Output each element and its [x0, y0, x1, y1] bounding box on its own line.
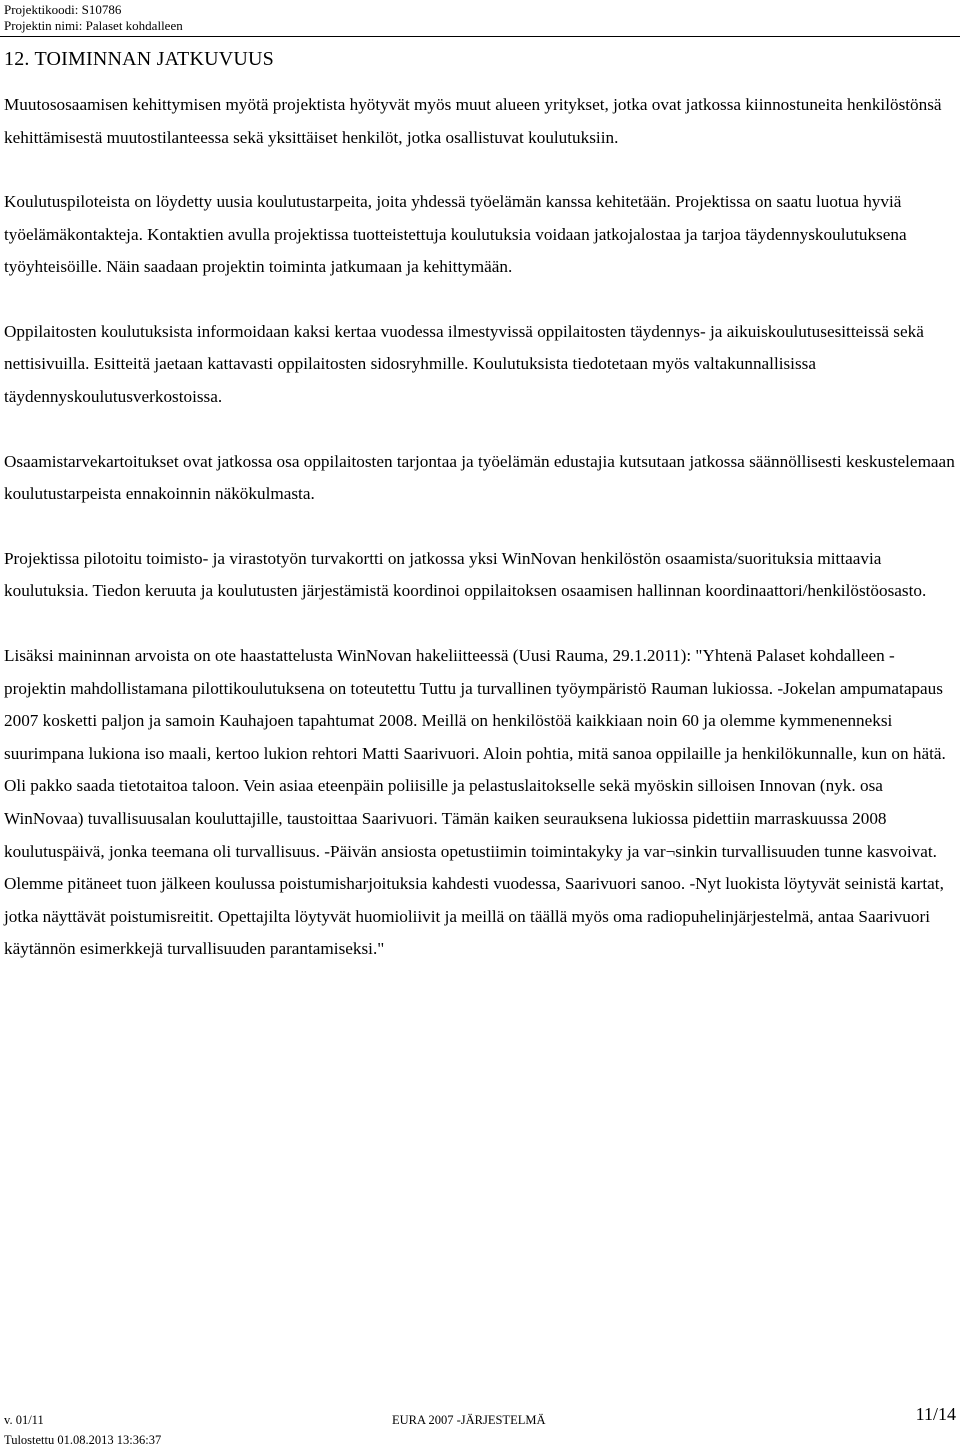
document-body: [4, 89, 956, 998]
paragraph-interview: Lisäksi maininnan arvoista on ote haastattelusta WinNovan hakeliitteessä (Uusi Rauma, 29.1.2011): "Yhtenä Palaset kohdalleen -projektin mahdollistamana pilottikoulutuksena on toteutettu Tuttu ja turvallinen työympäristö Rauman lukiossa. -Jokelan ampumatapaus 2007 kosketti paljon ja samoin Kauhajoen tapahtumat 2008. Meillä on henkilöstöä kaikkiaan noin 60 ja olemme kymmenenneksi suurimpana lukiona iso maali, kertoo lukion rehtori Matti Saarivuori. Aloin pohtia, mitä sanoa oppilaille ja henkilökunnalle, kun on hätä. Oli pakko saada tietotaitoa taloon. Vein asiaa eteenpäin poliisille ja pelastuslaitokselle sekä myöskin silloisen Innovan (nyk. osa WinNovaa) tuvallisuusalan kouluttajille, taustoittaa Saarivuori. Tämän kaiken seurauksena lukiossa pidettiin marraskuussa 2008 koulutuspäivä, jonka teemana oli turvallisuus. -Päivän ansiosta opetustiimin toimintakyky ja var¬sinkin turvallisuuden tunne kasvoivat. Olemme pitäneet tuon jälkeen koulussa poistumisharjoituksia kahdesti vuodessa, Saarivuori sanoo. -Nyt luokista löytyvät seinistä kartat, jotka näyttävät poistumisreitit. Opettajilta löytyvät huomioliivit ja meillä on täällä myös oma radiopuhelinjärjestelmä, antaa Saarivuori käytännön esimerkkejä turvallisuuden parantamiseksi.": [4, 645, 946, 959]
printed-timestamp: Tulostettu 01.08.2013 13:36:37: [4, 1433, 162, 1447]
paragraph-pilots: Koulutuspiloteista on löydetty uusia koulutustarpeita, joita yhdessä työelämän kanssa kehitetään. Projektissa on saatu luotua hyviä työelämäkontakteja. Kontaktien avulla projektissa tuotteistettuja koulutuksia voidaan jatkojalostaa ja tarjoa täydennyskoulutuksena työyhteisöille. Näin saadaan projektin toiminta jatkumaan ja kehittymään.: [4, 192, 907, 277]
paragraph-safety-card: Projektissa pilotoitu toimisto- ja virastotyön turvakortti on jatkossa yksi WinNovan henkilöstön osaamista/suorituksia mittaavia koulutuksia. Tiedon keruuta ja koulutusten järjestämistä koordinoi oppilaitoksen osaamisen hallinnan koordinaattori/henkilöstöosasto.: [4, 548, 927, 601]
paragraph-needs-survey: Osaamistarvekartoitukset ovat jatkossa osa oppilaitosten tarjontaa ja työelämän edustajia kutsutaan jatkossa säännöllisesti keskustelemaan koulutustarpeista ennakoinnin näkökulmasta.: [4, 451, 955, 504]
page-number: 11/14: [915, 1404, 956, 1424]
paragraph-information: Oppilaitosten koulutuksista informoidaan kaksi kertaa vuodessa ilmestyvissä oppilaitosten täydennys- ja aikuiskoulutusesitteissä sekä nettisivuilla. Esitteitä jaetaan kattavasti oppilaitosten sidosryhmille. Koulutuksista tiedotetaan myös valtakunnallisissa täydennyskoulutusverkostoissa.: [4, 321, 924, 406]
paragraph-continuity: Muutososaamisen kehittymisen myötä projektista hyötyvät myös muut alueen yritykset, jotka ovat jatkossa kiinnostuneita henkilöstönsä kehittämisestä muutostilanteessa sekä yksittäiset henkilöt, jotka osallistuvat koulutuksiin.: [4, 95, 942, 147]
version-label: v. 01/11: [4, 1413, 44, 1427]
project-code: Projektikoodi: S10786: [4, 2, 122, 17]
program-label: EURA 2007 -JÄRJESTELMÄ: [392, 1413, 546, 1427]
header-divider: [0, 36, 960, 37]
section-title: 12. TOIMINNAN JATKUVUUS: [4, 48, 274, 70]
page-header: [4, 2, 183, 34]
page-footer: [4, 1402, 956, 1448]
project-name: Projektin nimi: Palaset kohdalleen: [4, 18, 183, 33]
